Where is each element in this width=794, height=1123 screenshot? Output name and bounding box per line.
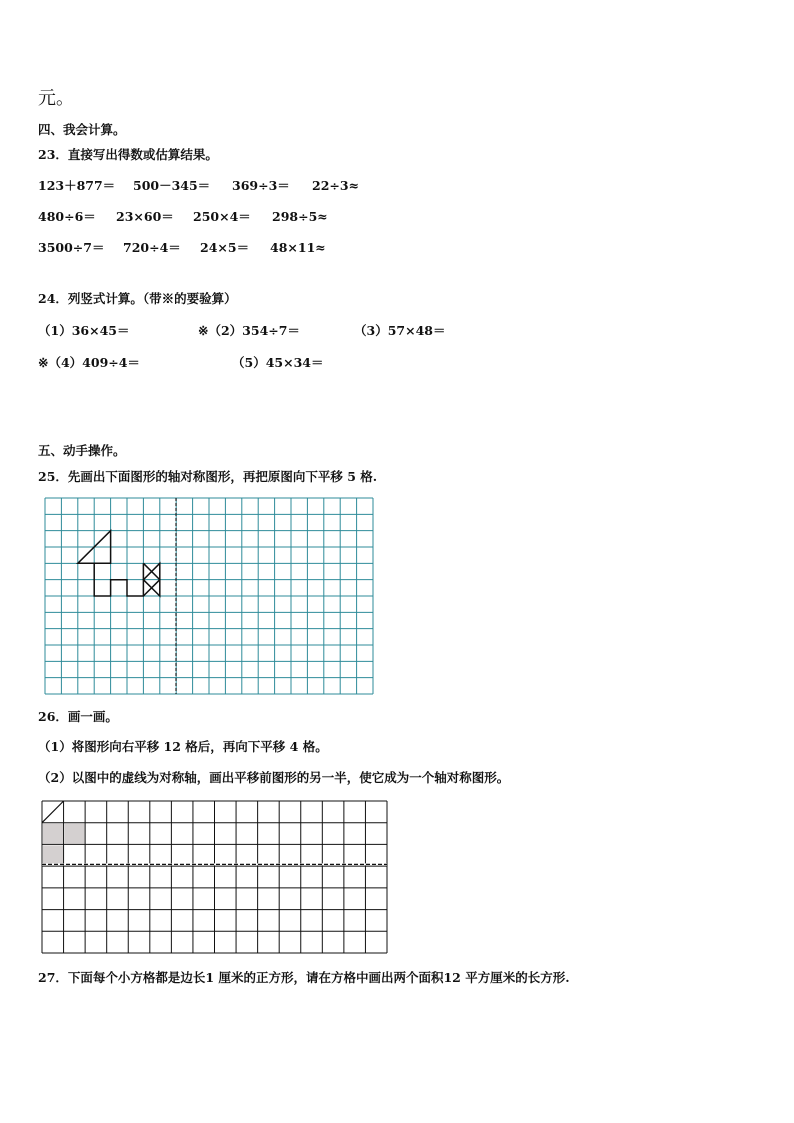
vertical-calc-item: （1）36×45＝ bbox=[38, 323, 130, 338]
question-27-title: 27．下面每个小方格都是边长1 厘米的正方形，请在方格中画出两个面积12 平方厘米的长方形. bbox=[38, 970, 570, 985]
previous-answer-fragment: 元。 bbox=[38, 88, 74, 109]
question-26-instruction: （1）将图形向右平移 12 格后，再向下平移 4 格。 bbox=[38, 739, 328, 754]
shaded-square bbox=[43, 824, 63, 844]
calc-item: 500－345＝ bbox=[133, 178, 211, 193]
calc-item: 480÷6＝ bbox=[38, 209, 96, 224]
question-26-title: 26．画一画。 bbox=[38, 709, 118, 724]
question-25-title: 25．先画出下面图形的轴对称图形，再把原图向下平移 5 格. bbox=[38, 469, 378, 484]
calc-item: 250×4＝ bbox=[193, 209, 251, 224]
calc-item: 298÷5≈ bbox=[272, 209, 328, 224]
question-26-instruction: （2）以图中的虚线为对称轴，画出平移前图形的另一半，使它成为一个轴对称图形。 bbox=[38, 770, 510, 785]
section-heading-4: 四、我会计算。 bbox=[38, 122, 126, 137]
calc-item: 720÷4＝ bbox=[123, 240, 181, 255]
section-heading-5: 五、动手操作。 bbox=[38, 443, 126, 458]
vertical-calc-item: （5）45×34＝ bbox=[232, 355, 324, 370]
question-23-title: 23．直接写出得数或估算结果。 bbox=[38, 147, 218, 162]
calc-item: 48×11≈ bbox=[270, 240, 326, 255]
vertical-calc-item: ※（4）409÷4＝ bbox=[38, 355, 140, 370]
calc-item: 123＋877＝ bbox=[38, 178, 116, 193]
shaded-square bbox=[43, 845, 63, 865]
vertical-calc-item: ※（2）354÷7＝ bbox=[198, 323, 300, 338]
q26-grid bbox=[42, 801, 387, 953]
calc-item: 23×60＝ bbox=[116, 209, 174, 224]
calc-item: 369÷3＝ bbox=[232, 178, 290, 193]
triangle-diagonal bbox=[42, 801, 64, 823]
question-24-title: 24．列竖式计算。（带※的要验算） bbox=[38, 291, 237, 306]
calc-item: 3500÷7＝ bbox=[38, 240, 105, 255]
vertical-calc-item: （3）57×48＝ bbox=[354, 323, 446, 338]
q25-grid bbox=[45, 498, 373, 694]
calc-item: 24×5＝ bbox=[200, 240, 250, 255]
calc-item: 22÷3≈ bbox=[312, 178, 360, 193]
shaded-square bbox=[65, 824, 85, 844]
